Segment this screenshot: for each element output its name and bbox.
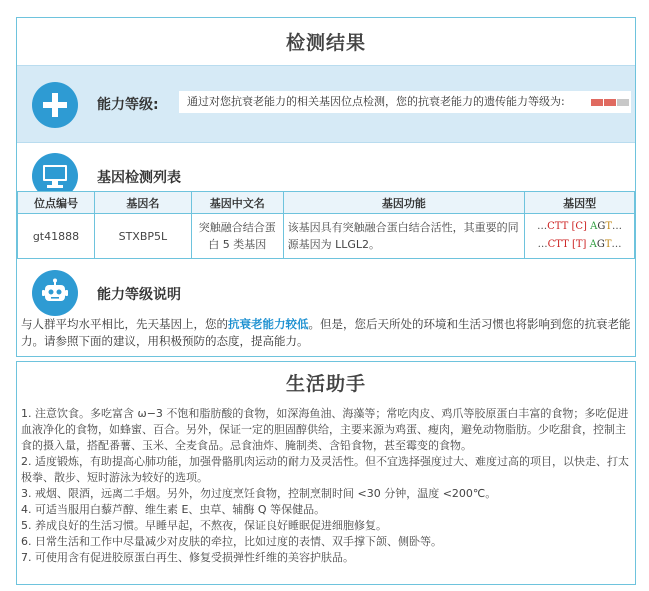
- advice-item: 6. 日常生活和工作中尽量减少对皮肤的牵拉，比如过度的表情、双手撑下颌、侧卧等。: [21, 535, 442, 548]
- ability-level-text: 通过对您抗衰老能力的相关基因位点检测，您的抗衰老能力的遗传能力等级为:: [187, 95, 565, 108]
- level-explain-header: [17, 262, 635, 322]
- genotype-bases: CTT: [547, 239, 569, 250]
- explain-highlight: 抗衰老能力较低: [228, 317, 309, 331]
- genotype-ellipsis: …: [537, 239, 548, 250]
- explain-text-after: 。但是，您后天所处的环境和生活习惯也将影响到您的抗衰老能力。请参照下面的建议，用积极预防的态度，提高能力。: [21, 317, 631, 348]
- header-genotype: 基因型: [525, 192, 635, 214]
- genotype-bases: CTT: [547, 221, 569, 232]
- genotype-ellipsis: …: [612, 221, 623, 232]
- gene-table-header-row: [18, 192, 635, 214]
- advice-item: 2. 适度锻炼，有助提高心肺功能，加强骨骼肌肉运动的耐力及灵活性。但不宜选择强度过大、难度过高的项目，以快走、打太极拳、散步、短时游泳为较好的选项。: [21, 455, 629, 484]
- explain-text-before: 与人群平均水平相比，先天基因上，您的: [21, 317, 228, 331]
- level-explain-label: 能力等级说明: [97, 287, 181, 303]
- genotype-base-a: A: [589, 239, 597, 250]
- cell-site: gt41888: [18, 214, 95, 259]
- genotype-ellipsis: …: [537, 221, 548, 232]
- robot-icon: [32, 270, 78, 316]
- level-bar-1: [591, 99, 603, 106]
- genotype-line-2: [529, 236, 630, 254]
- genotype-base-t: T: [605, 221, 613, 232]
- genotype-base-t: T: [604, 239, 612, 250]
- advice-item: 1. 注意饮食。多吃富含 ω−3 不饱和脂肪酸的食物，如深海鱼油、海藻等；常吃肉皮、鸡爪等胶原蛋白丰富的食物；多吃促进血液净化的食物，如蜂蜜、百合。另外，保证一定的胆固醇供给，主要来源为鸡蛋、瘦肉，避免动物脂肪。少吃甜食，控制主食的摄入量，搭配番薯、玉米、全麦食品。忌食油炸、腌制类、含铅食物，甚至霉变的食物。: [21, 407, 629, 452]
- result-title: 检测结果: [285, 32, 366, 54]
- cell-cn-name: 突触融合结合蛋白 5 类基因: [191, 214, 283, 259]
- gene-list-label: 基因检测列表: [97, 170, 181, 186]
- cell-function: 该基因具有突触融合蛋白结合活性，其重要的同源基因为 LLGL2。: [283, 214, 525, 259]
- table-row: [18, 214, 635, 259]
- life-assistant-panel: [16, 361, 636, 585]
- genotype-base-g: G: [597, 221, 606, 232]
- advice-item: 5. 养成良好的生活习惯。早睡早起，不熬夜，保证良好睡眠促进细胞修复。: [21, 519, 387, 532]
- header-site: 位点编号: [18, 192, 95, 214]
- genotype-base-g: G: [596, 239, 605, 250]
- genotype-base-a: A: [590, 221, 598, 232]
- gene-table: [17, 191, 635, 259]
- header-cn-name: 基因中文名: [191, 192, 283, 214]
- ability-level-description: [179, 91, 631, 113]
- cell-genotype: [525, 214, 635, 259]
- genotype-allele: [C]: [571, 221, 587, 232]
- advice-item: 4. 可适当服用白藜芦醇、维生素 E、虫草、辅酶 Q 等保健品。: [21, 503, 326, 516]
- plus-icon: [32, 82, 78, 128]
- header-gene: 基因名: [94, 192, 191, 214]
- ability-level-indicator: [591, 99, 629, 106]
- genotype-ellipsis: …: [611, 239, 622, 250]
- level-explain-text: [21, 316, 633, 350]
- life-assistant-title: 生活助手: [285, 372, 366, 395]
- advice-item: 7. 可使用含有促进胶原蛋白再生、修复受损弹性纤维的美容护肤品。: [21, 551, 354, 564]
- header-function: 基因功能: [283, 192, 525, 214]
- ability-level-band: [17, 65, 635, 143]
- genotype-allele: [T]: [571, 239, 587, 250]
- cell-gene: STXBP5L: [94, 214, 191, 259]
- level-bar-2: [604, 99, 616, 106]
- advice-item: 3. 戒烟、限酒，远离二手烟。另外，勿过度烹饪食物，控制烹制时间 <30 分钟，温度 <200℃。: [21, 487, 497, 500]
- result-panel: [16, 17, 636, 357]
- genotype-line-1: [529, 218, 630, 236]
- ability-level-label: 能力等级:: [97, 97, 159, 113]
- advice-list: [21, 406, 633, 566]
- level-bar-3: [617, 99, 629, 106]
